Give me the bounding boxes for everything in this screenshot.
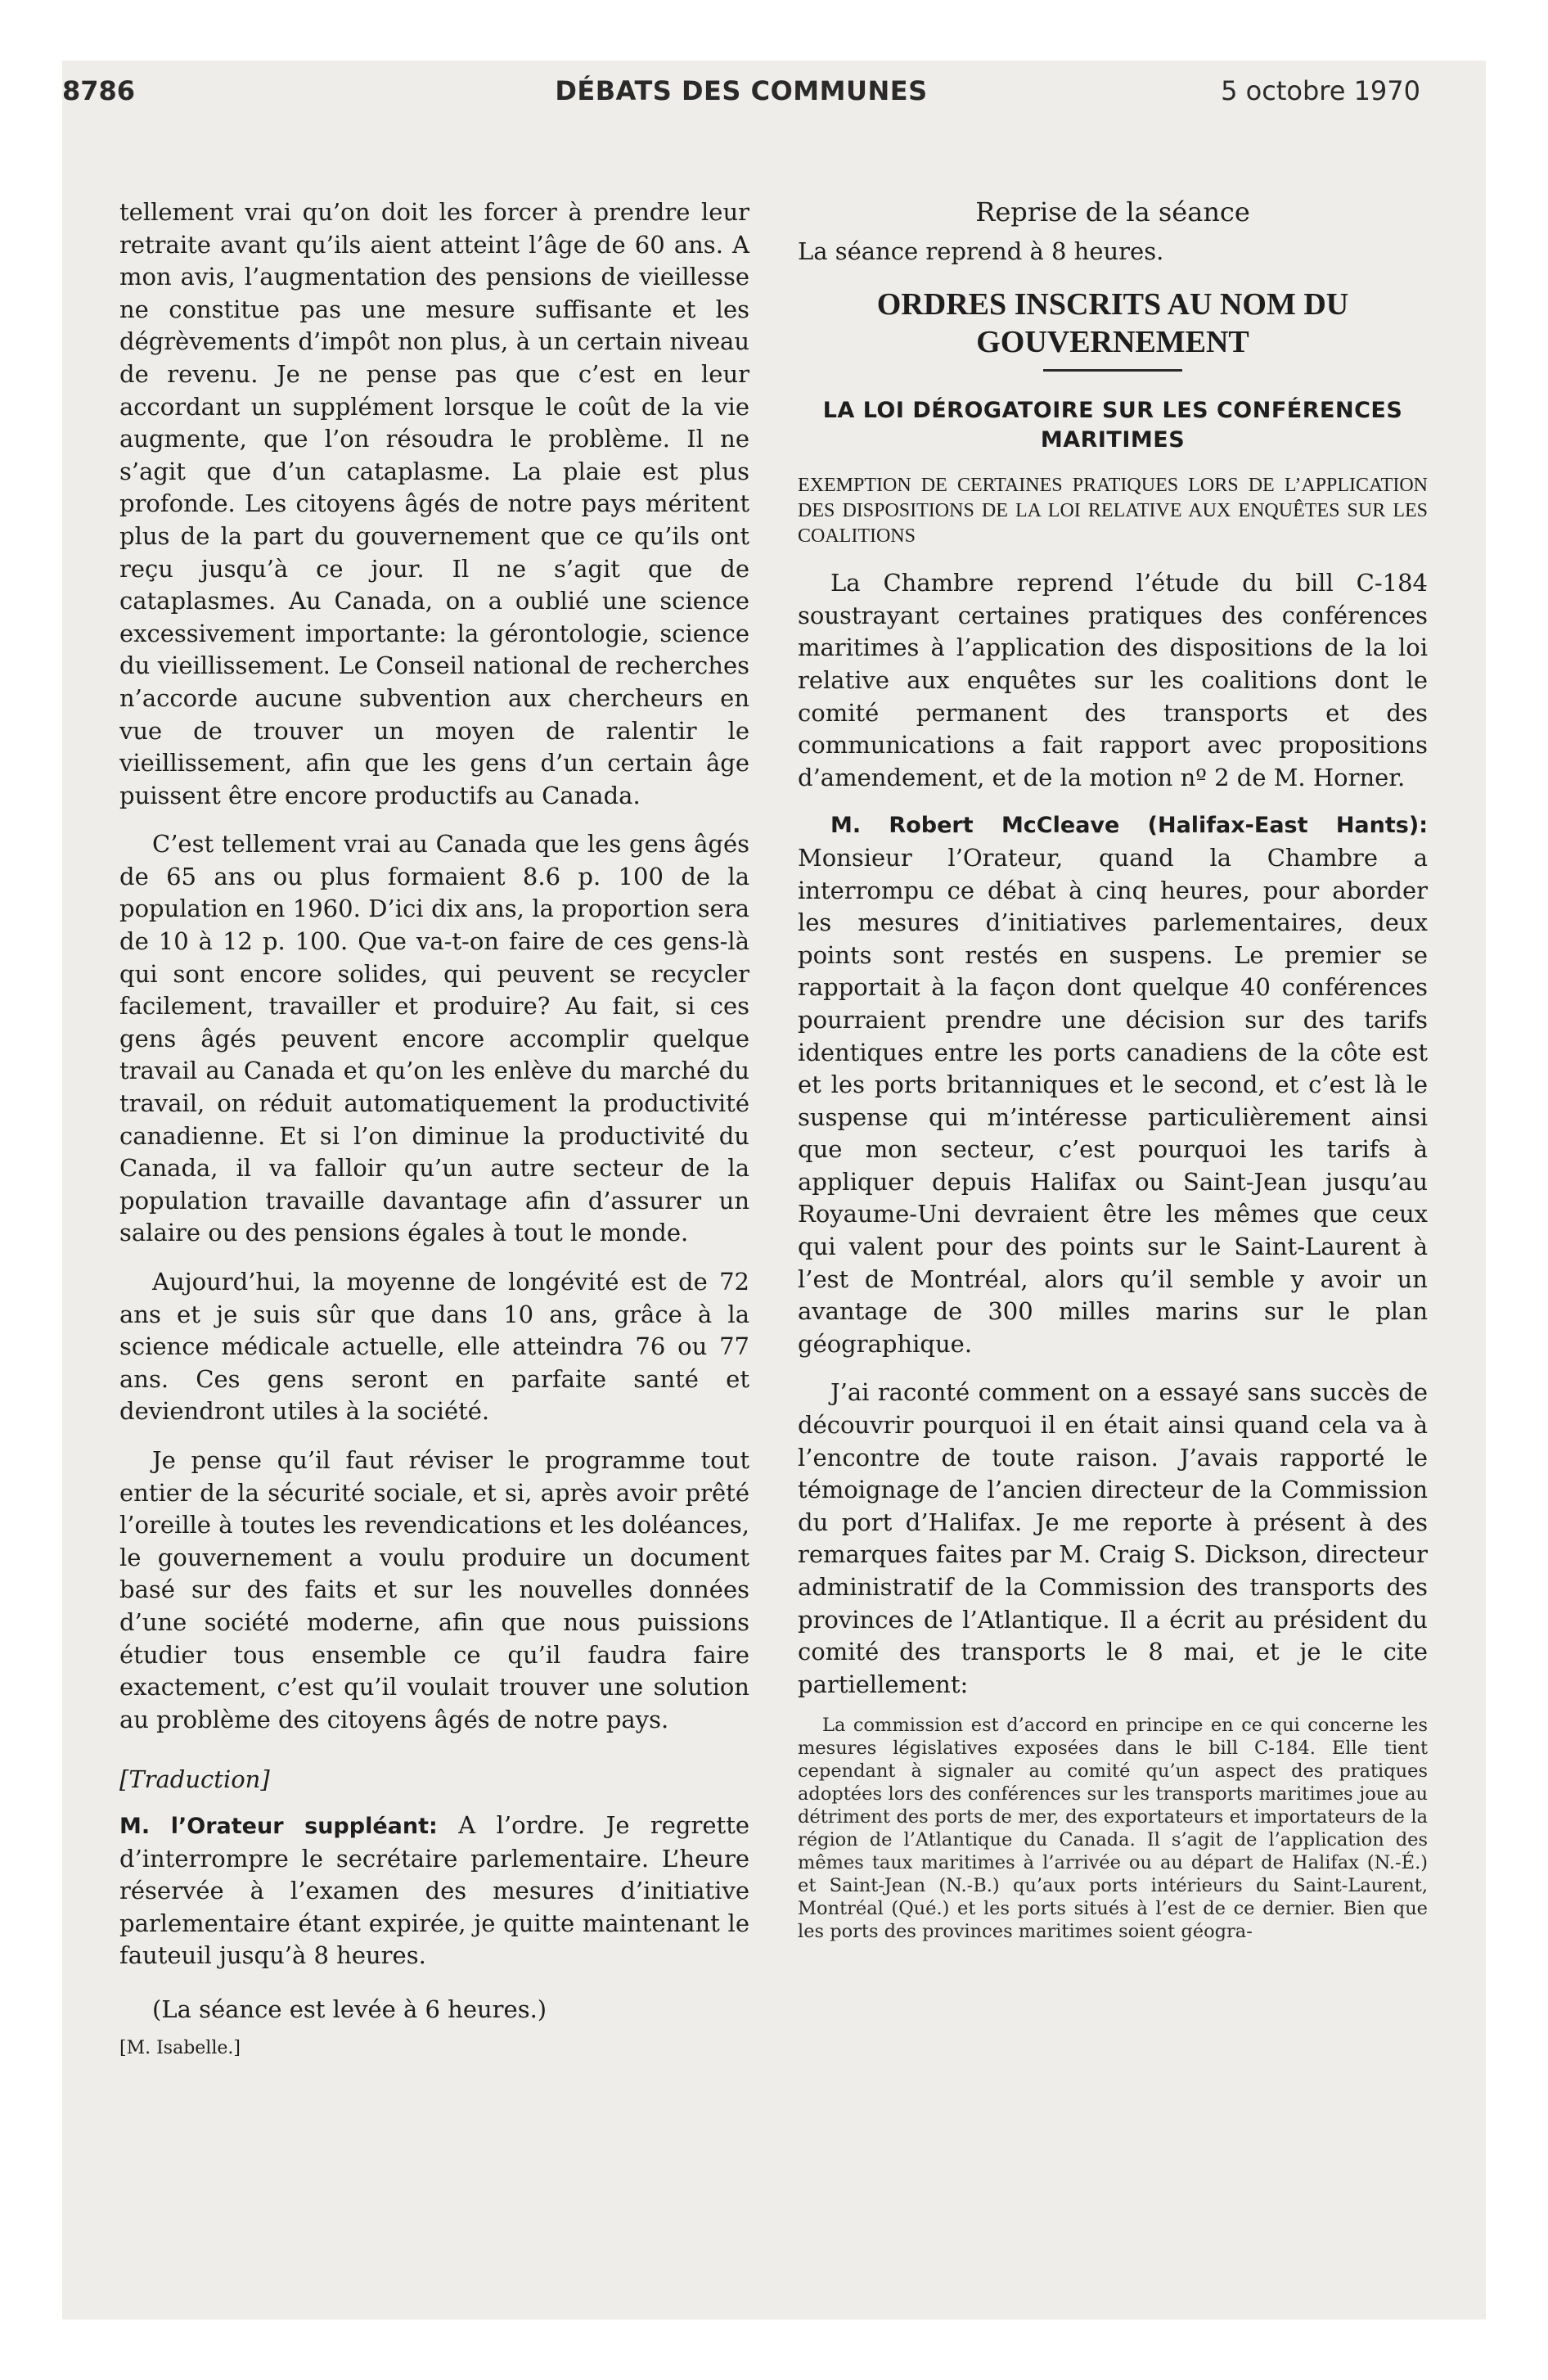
left-paragraph-2: C’est tellement vrai au Canada que les gens âgés de 65 ans ou plus formaient 8.6 p. 100 de la population en 1960. D’ici dix ans, la proportion sera de 10 à 12 p. 100. Que va-t-on faire de ces gens-là qui sont encore solides, qui peuvent se recycler facilement, travailler et produire? Au fait, si ces gens âgés peuvent encore accomplir quelque travail au Canada et qu’on les enlève du marché du travail, on réduit automatiquement la productivité canadienne. Et si l’on diminue la productivité du Canada, il va falloir qu’un autre secteur de la population travaille davantage afin d’assurer un salaire ou des pensions égales à tout le monde. (119, 830, 749, 1247)
right-paragraph-1: La Chambre reprend l’étude du bill C-184 soustrayant certaines pratiques des conférences maritimes à l’application des dispositions de la loi relative aux enquêtes sur les coalitions dont le comité permanent des transports et des communications a fait rapport avec propositions d’amendement, et de la motion nº 2 de M. Horner. (798, 569, 1428, 791)
page-header (62, 75, 1420, 116)
right-paragraph-3: J’ai raconté comment on a essayé sans succès de découvrir pourquoi il en était ainsi quand cela va à l’encontre de toute raison. J’avais rapporté le témoignage de l’ancien directeur de la Commission du port d’Halifax. Je me reporte à présent à des remarques faites par M. Craig S. Dickson, directeur administratif de la Commission des transports des provinces de l’Atlantique. Il a écrit au président du comité des transports le 8 mai, et je le cite partiellement: (798, 1378, 1428, 1698)
speaker-deputy-speaker: M. l’Orateur suppléant: (119, 1813, 438, 1839)
right-paragraph-2-text: Monsieur l’Orateur, quand la Chambre a interrompu ce débat à cinq heures, pour aborder les mesures d’initiatives parlementaires, deux points sont restés en suspens. Le premier se rapportait à la façon dont quelque 40 conférences pourraient prendre une décision sur des tarifs identiques entre les ports canadiens de la côte est et les ports britanniques et le second, et c’est là le suspense qui m’intéresse particulièrement ainsi que mon secteur, c’est pourquoi les tarifs à appliquer depuis Halifax ou Saint-Jean jusqu’au Royaume-Uni devraient être les mêmes que ceux qui valent pour des points sur le Saint-Laurent à l’est de Montréal, alors qu’il semble y avoir un avantage de 300 milles marins sur le plan géographique. (798, 843, 1428, 1358)
left-paragraph-3: Aujourd’hui, la moyenne de longévité est de 72 ans et je suis sûr que dans 10 ans, grâce à la science médicale actuelle, elle atteindra 76 ou 77 ans. Ces gens seront en parfaite santé et deviendront utiles à la société. (119, 1268, 749, 1426)
resume-text: La séance reprend à 8 heures. (798, 237, 1164, 265)
speaker-mccleave: M. Robert McCleave (Halifax-East Hants): (830, 813, 1428, 839)
bill-subheading: EXEMPTION DE CERTAINES PRATIQUES LORS DE L’APPLICATION DES DISPOSITIONS DE LA LOI RELATIVE AUX ENQUÊTES SUR LES COALITIONS (798, 475, 1428, 548)
right-paragraph-2 (798, 809, 1428, 1360)
left-column (119, 196, 749, 2065)
translation-tag (119, 1764, 749, 1796)
resume-heading: Reprise de la séance (975, 196, 1250, 228)
section-rule (1043, 369, 1182, 372)
translation-tag-text: [Traduction] (119, 1765, 270, 1794)
orders-heading: ORDRES INSCRITS AU NOM DU GOUVERNEMENT (876, 287, 1349, 360)
left-paragraph-4: Je pense qu’il faut réviser le programme tout entier de la sécurité sociale, et si, après avoir prêté l’oreille à toutes les revendications et les doléances, le gouvernement a voulu produire un document basé sur des faits et sur les nouvelles données d’une société moderne, afin que nous puissions étudier tous ensemble ce qu’il faudra faire exactement, c’est qu’il voulait trouver une solution au problème des citoyens âgés de notre pays. (119, 1445, 749, 1733)
speaker-attribution: [M. Isabelle.] (119, 2038, 241, 2059)
left-paragraph-1: tellement vrai qu’on doit les forcer à prendre leur retraite avant qu’ils aient atteint l’âge de 60 ans. A mon avis, l’augmentation des pensions de vieillesse ne constitue pas une mesure suffisante et les dégrèvements d’impôt non plus, à un certain niveau de revenu. Je ne pense pas que c’est en leur accordant un supplément lorsque le coût de la vie augmente, que l’on résoudra le problème. Il ne s’agit que d’un cataplasme. La plaie est plus profonde. Les citoyens âgés de notre pays méritent plus de la part du gouvernement que ce qu’ils ont reçu jusqu’à ce jour. Il ne s’agit que de cataplasmes. Au Canada, on a oublié une science excessivement importante: la gérontologie, science du vieillissement. Le Conseil national de recherches n’accorde aucune subvention aux chercheurs en vue de trouver un moyen de ralentir le vieillissement, afin que les gens d’un certain âge puissent être encore productifs au Canada. (119, 198, 749, 809)
bill-heading: LA LOI DÉROGATOIRE SUR LES CONFÉRENCES MARITIMES (822, 398, 1403, 453)
page-number: 8786 (62, 75, 136, 106)
page-date: 5 octobre 1970 (1221, 75, 1420, 106)
running-title: DÉBATS DES COMMUNES (555, 75, 928, 106)
adjournment-note: (La séance est levée à 6 heures.) (152, 1995, 547, 2023)
right-column (798, 196, 1428, 1943)
left-paragraph-5 (119, 1810, 749, 1972)
left-paragraph-5-text: A l’ordre. Je regrette d’interrompre le secrétaire parlementaire. L’heure réservée à l’examen des mesures d’initiative parlementaire étant expirée, je quitte maintenant le fauteuil jusqu’à 8 heures. (119, 1810, 750, 1970)
quoted-letter: La commission est d’accord en principe en ce qui concerne les mesures législatives exposées dans le bill C-184. Elle tient cependant à signaler au comité qu’un aspect des pratiques adoptées lors des conférences sur les transports maritimes joue au détriment des ports de mer, des exportateurs et importateurs de la région de l’Atlantique du Canada. Il s’agit de l’application des mêmes taux maritimes à l’arrivée ou au départ de Halifax (N.-É.) et Saint-Jean (N.-B.) qu’aux ports intérieurs du Saint-Laurent, Montréal (Qué.) et les ports situés à l’est de ce dernier. Bien que les ports des provinces maritimes soient géogra- (798, 1715, 1428, 1943)
